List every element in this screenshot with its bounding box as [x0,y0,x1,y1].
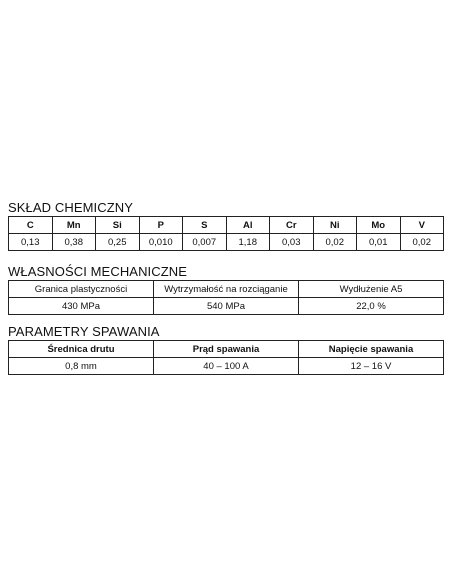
header-cell: P [139,217,183,234]
header-cell: Napięcie spawania [299,341,444,358]
table-header-row [9,217,444,234]
table-header-row [9,341,444,358]
value-cell: 0,02 [313,234,357,251]
value-cell: 540 MPa [154,298,299,315]
value-cell: 0,03 [270,234,314,251]
header-cell: Wytrzymałość na rozciąganie [154,281,299,298]
table-row [9,298,444,315]
header-cell: Mo [357,217,401,234]
chemical-composition-table [8,216,444,251]
value-cell: 0,38 [52,234,96,251]
table-row [9,358,444,375]
header-cell: Średnica drutu [9,341,154,358]
header-cell: Ni [313,217,357,234]
header-cell: Cr [270,217,314,234]
welding-parameters-table [8,340,444,375]
value-cell: 0,010 [139,234,183,251]
chemical-composition-title: SKŁAD CHEMICZNY [8,200,134,215]
value-cell: 430 MPa [9,298,154,315]
welding-parameters-title: PARAMETRY SPAWANIA [8,324,160,339]
header-cell: Prąd spawania [154,341,299,358]
value-cell: 0,007 [183,234,227,251]
header-cell: C [9,217,53,234]
value-cell: 12 – 16 V [299,358,444,375]
header-cell: S [183,217,227,234]
value-cell: 40 – 100 A [154,358,299,375]
header-cell: Al [226,217,270,234]
mechanical-properties-table [8,280,444,315]
value-cell: 0,13 [9,234,53,251]
table-row [9,234,444,251]
value-cell: 0,02 [400,234,444,251]
mechanical-properties-title: WŁASNOŚCI MECHANICZNE [8,264,188,279]
value-cell: 0,01 [357,234,401,251]
header-cell: V [400,217,444,234]
value-cell: 0,8 mm [9,358,154,375]
value-cell: 0,25 [96,234,140,251]
value-cell: 1,18 [226,234,270,251]
header-cell: Granica plastyczności [9,281,154,298]
header-cell: Wydłużenie A5 [299,281,444,298]
header-cell: Si [96,217,140,234]
header-cell: Mn [52,217,96,234]
table-header-row [9,281,444,298]
value-cell: 22,0 % [299,298,444,315]
